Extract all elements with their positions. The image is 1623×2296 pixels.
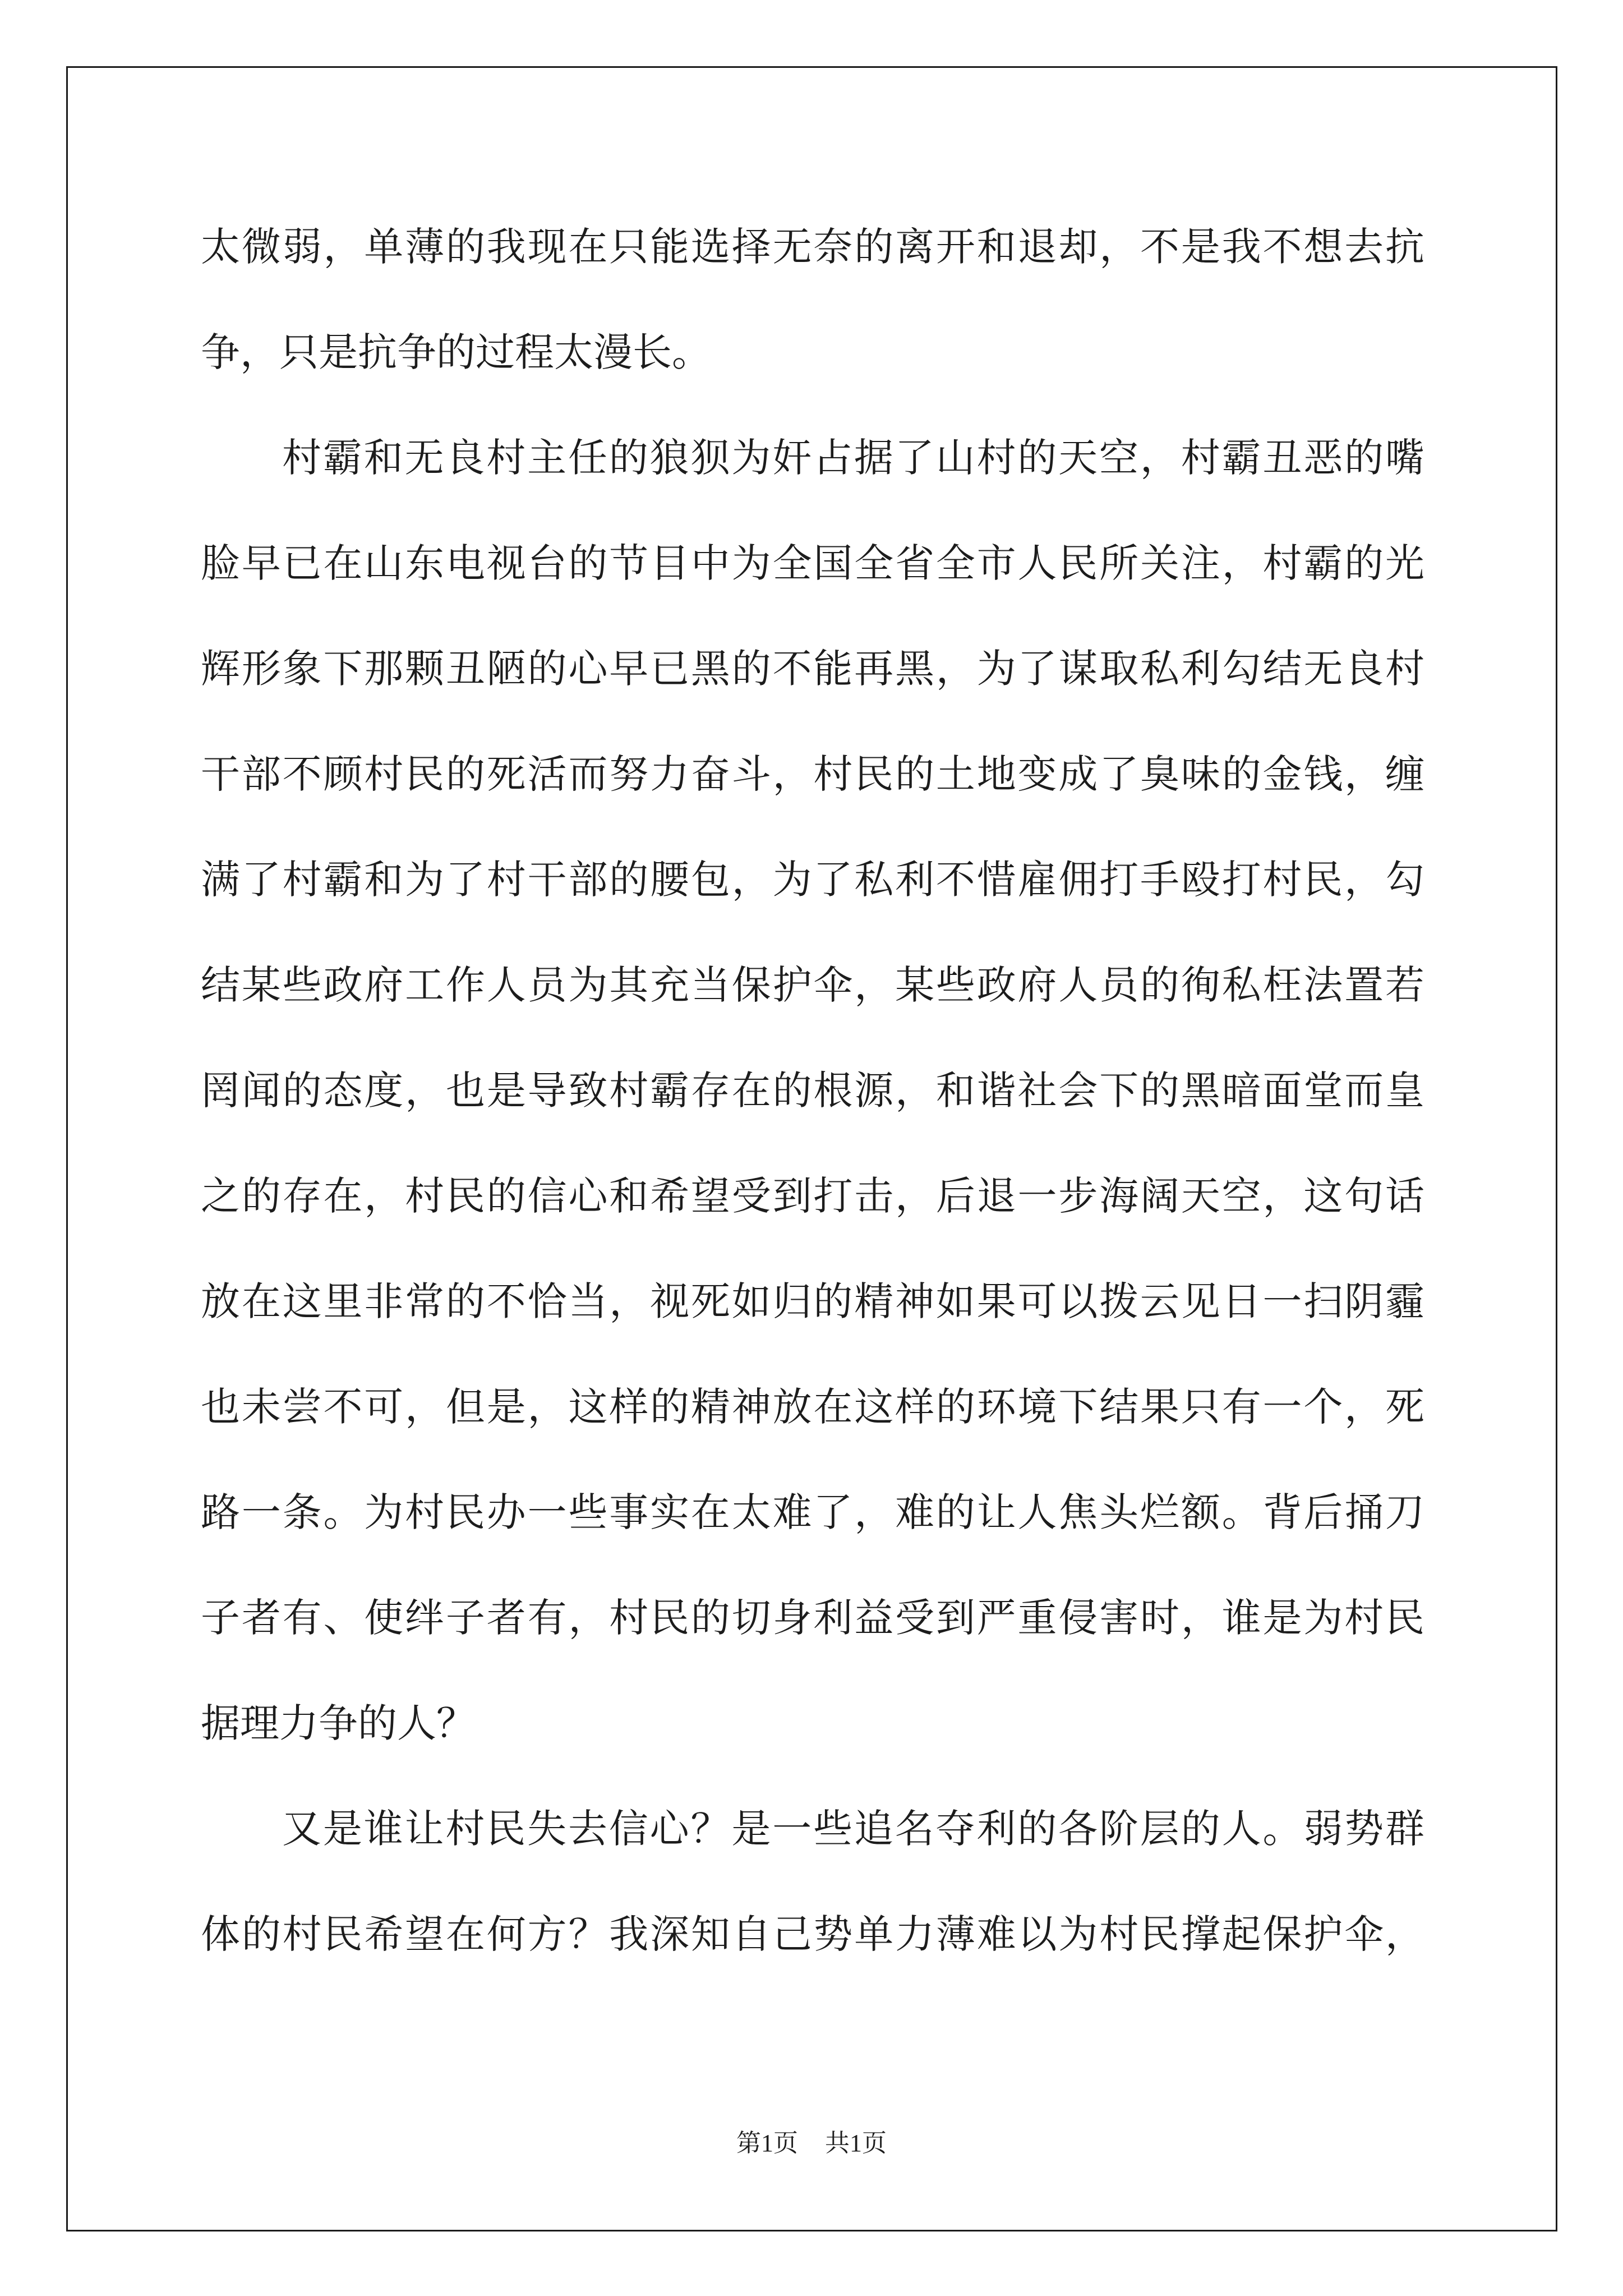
page-number: 第1页 xyxy=(736,2129,798,2157)
paragraph xyxy=(201,1776,1424,1987)
text-line: 脸早已在山东电视台的节目中为全国全省全市人民所关注，村霸的光 xyxy=(201,540,1424,586)
text-line: 也未尝不可，但是，这样的精神放在这样的环境下结果只有一个，死 xyxy=(201,1384,1424,1430)
text-line: 之的存在，村民的信心和希望受到打击，后退一步海阔天空，这句话 xyxy=(201,1173,1424,1219)
text-line: 干部不顾村民的死活而努力奋斗，村民的土地变成了臭味的金钱，缠 xyxy=(201,751,1424,797)
document-body xyxy=(201,194,1424,1987)
paragraph xyxy=(201,405,1424,1776)
text-line: 太微弱，单薄的我现在只能选择无奈的离开和退却，不是我不想去抗 xyxy=(201,224,1424,270)
paragraph xyxy=(201,194,1424,405)
text-line: 满了村霸和为了村干部的腰包，为了私利不惜雇佣打手殴打村民，勾 xyxy=(201,857,1424,903)
text-line: 体的村民希望在何方？我深知自己势单力薄难以为村民撑起保护伞， xyxy=(201,1911,1424,1957)
text-line: 放在这里非常的不恰当，视死如归的精神如果可以拨云见日一扫阴霾 xyxy=(201,1278,1424,1324)
text-line: 罔闻的态度，也是导致村霸存在的根源，和谐社会下的黑暗面堂而皇 xyxy=(201,1068,1424,1114)
text-line: 路一条。为村民办一些事实在太难了，难的让人焦头烂额。背后捅刀 xyxy=(201,1489,1424,1535)
page-total: 共1页 xyxy=(825,2129,887,2157)
text-line: 争，只是抗争的过程太漫长。 xyxy=(201,329,711,375)
text-line: 据理力争的人？ xyxy=(201,1700,476,1746)
page-footer xyxy=(0,2127,1623,2160)
text-line: 辉形象下那颗丑陋的心早已黑的不能再黑，为了谋取私利勾结无良村 xyxy=(201,646,1424,692)
text-line: 结某些政府工作人员为其充当保护伞，某些政府人员的徇私枉法置若 xyxy=(201,962,1424,1008)
text-line: 子者有、使绊子者有，村民的切身利益受到严重侵害时，谁是为村民 xyxy=(201,1595,1424,1641)
text-line: 又是谁让村民失去信心？是一些追名夺利的各阶层的人。弱势群 xyxy=(282,1806,1424,1852)
text-line: 村霸和无良村主任的狼狈为奸占据了山村的天空，村霸丑恶的嘴 xyxy=(282,435,1424,481)
